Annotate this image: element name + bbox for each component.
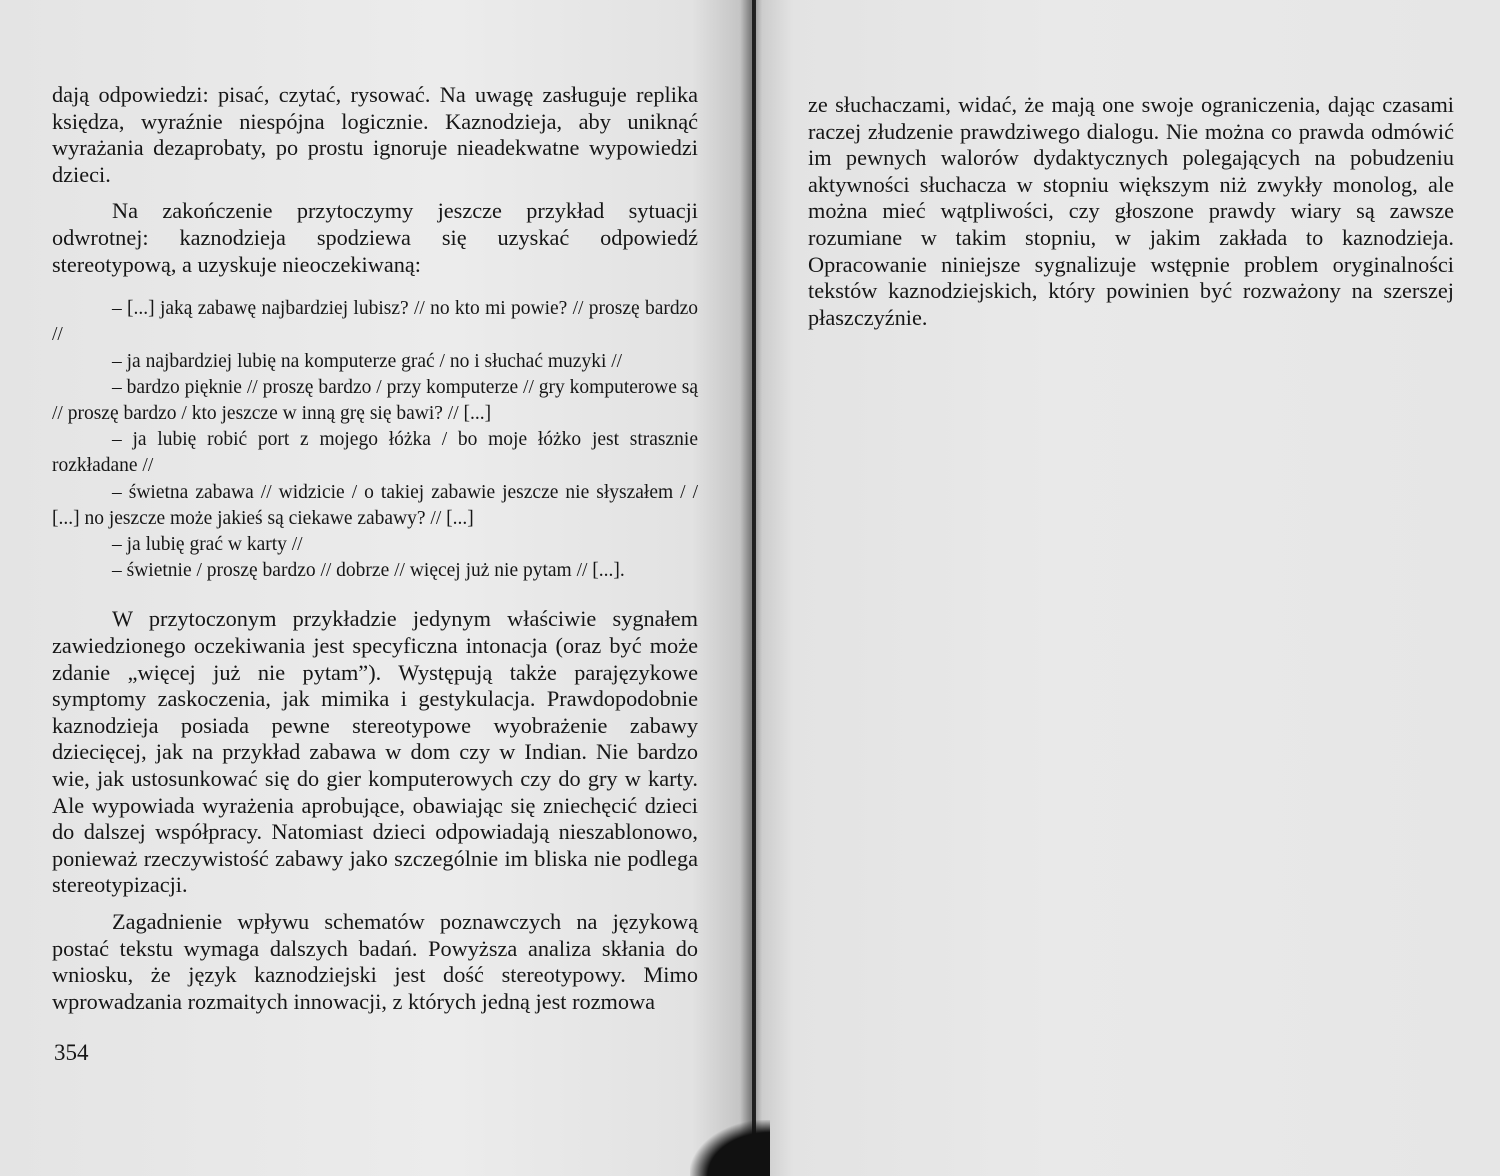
right-page-text [808,92,1454,341]
dialogue-line: – ja lubię grać w karty // [112,533,303,555]
right-paragraph-1: ze słuchaczami, widać, że mają one swoje ograniczenia, dając czasami raczej złudzenie prawdziwego dialogu. Nie można co prawda odmówić im pewnych walorów dydaktycznych polegających na pobudzeniu aktywności słuchacza w stopniu większym niż zwykły monolog, ale można mieć wątpliwości, czy głoszone prawdy wiary są zawsze rozumiane w takim stopniu, w jakim zakłada to kaznodzieja. Opracowanie niniejsze sygnalizuje wstępnie problem oryginalności tekstów kaznodziejskich, który powinien być rozważony na szerszej płaszczyźnie. [808,92,1454,330]
left-page-text [52,82,698,1025]
dialogue-line: – bardzo pięknie // proszę bardzo / przy komputerze // gry komputerowe są // proszę bardzo / kto jeszcze w inną grę się bawi? // [...] [52,376,698,424]
dialogue-quote [52,296,698,584]
dialogue-line: – świetna zabawa // widzicie / o takiej zabawie jeszcze nie słyszałem / / [...] no jeszcze może jakieś są ciekawe zabawy? // [...] [52,481,698,529]
dialogue-line: – świetnie / proszę bardzo // dobrze // więcej już nie pytam // [...]. [112,560,625,582]
dialogue-line: – ja lubię robić port z mojego łóżka / bo moje łóżko jest strasznie rozkładane // [52,429,698,477]
left-paragraph-2: Na zakończenie przytoczymy jeszcze przykład sytuacji odwrotnej: kaznodzieja spodziewa się uzyskać odpowiedź stereotypową, a uzyskuje nieoczekiwaną: [52,198,698,277]
left-paragraph-4: Zagadnienie wpływu schematów poznawczych na językową postać tekstu wymaga dalszych badań. Powyższa analiza skłania do wniosku, że język kaznodziejski jest dość stereotypowy. Mimo wprowadzania rozmaitych innowacji, z których jedną jest rozmowa [52,908,698,1014]
right-page [756,0,1500,1176]
left-paragraph-3: W przytoczonym przykładzie jedynym właściwie sygnałem zawiedzionego oczekiwania jest specyficzna intonacja (oraz być może zdanie „więcej już nie pytam”). Występują także parajęzykowe symptomy zaskoczenia, jak mimika i gestykulacja. Prawdopodobnie kaznodzieja posiada pewne stereotypowe wyobrażenie zabawy dziecięcej, jak na przykład zabawa w dom czy w Indian. Nie bardzo wie, jak ustosunkować się do gier komputerowych czy do gry w karty. Ale wypowiada wyrażenia aprobujące, obawiając się zniechęcić dzieci do dalszej współpracy. Natomiast dzieci odpowiadają nieszablonowo, ponieważ rzeczywistość zabawy jako szczególnie im bliska nie podlega stereotypizacji. [52,606,698,898]
page-curl-shadow [690,1120,770,1176]
left-paragraph-1: dają odpowiedzi: pisać, czytać, rysować. Na uwagę zasługuje replika księdza, wyraźnie niespójna logicznie. Kaznodzieja, aby uniknąć wyrażania dezaprobaty, po prostu ignoruje nieadekwatne wypowiedzi dzieci. [52,82,698,187]
dialogue-line: – [...] jaką zabawę najbardziej lubisz? // no kto mi powie? // proszę bardzo // [52,298,698,346]
book-gutter-shadow [740,0,762,1176]
dialogue-line: – ja najbardziej lubię na komputerze grać / no i słuchać muzyki // [112,350,623,372]
page-number-left: 354 [54,1040,89,1065]
